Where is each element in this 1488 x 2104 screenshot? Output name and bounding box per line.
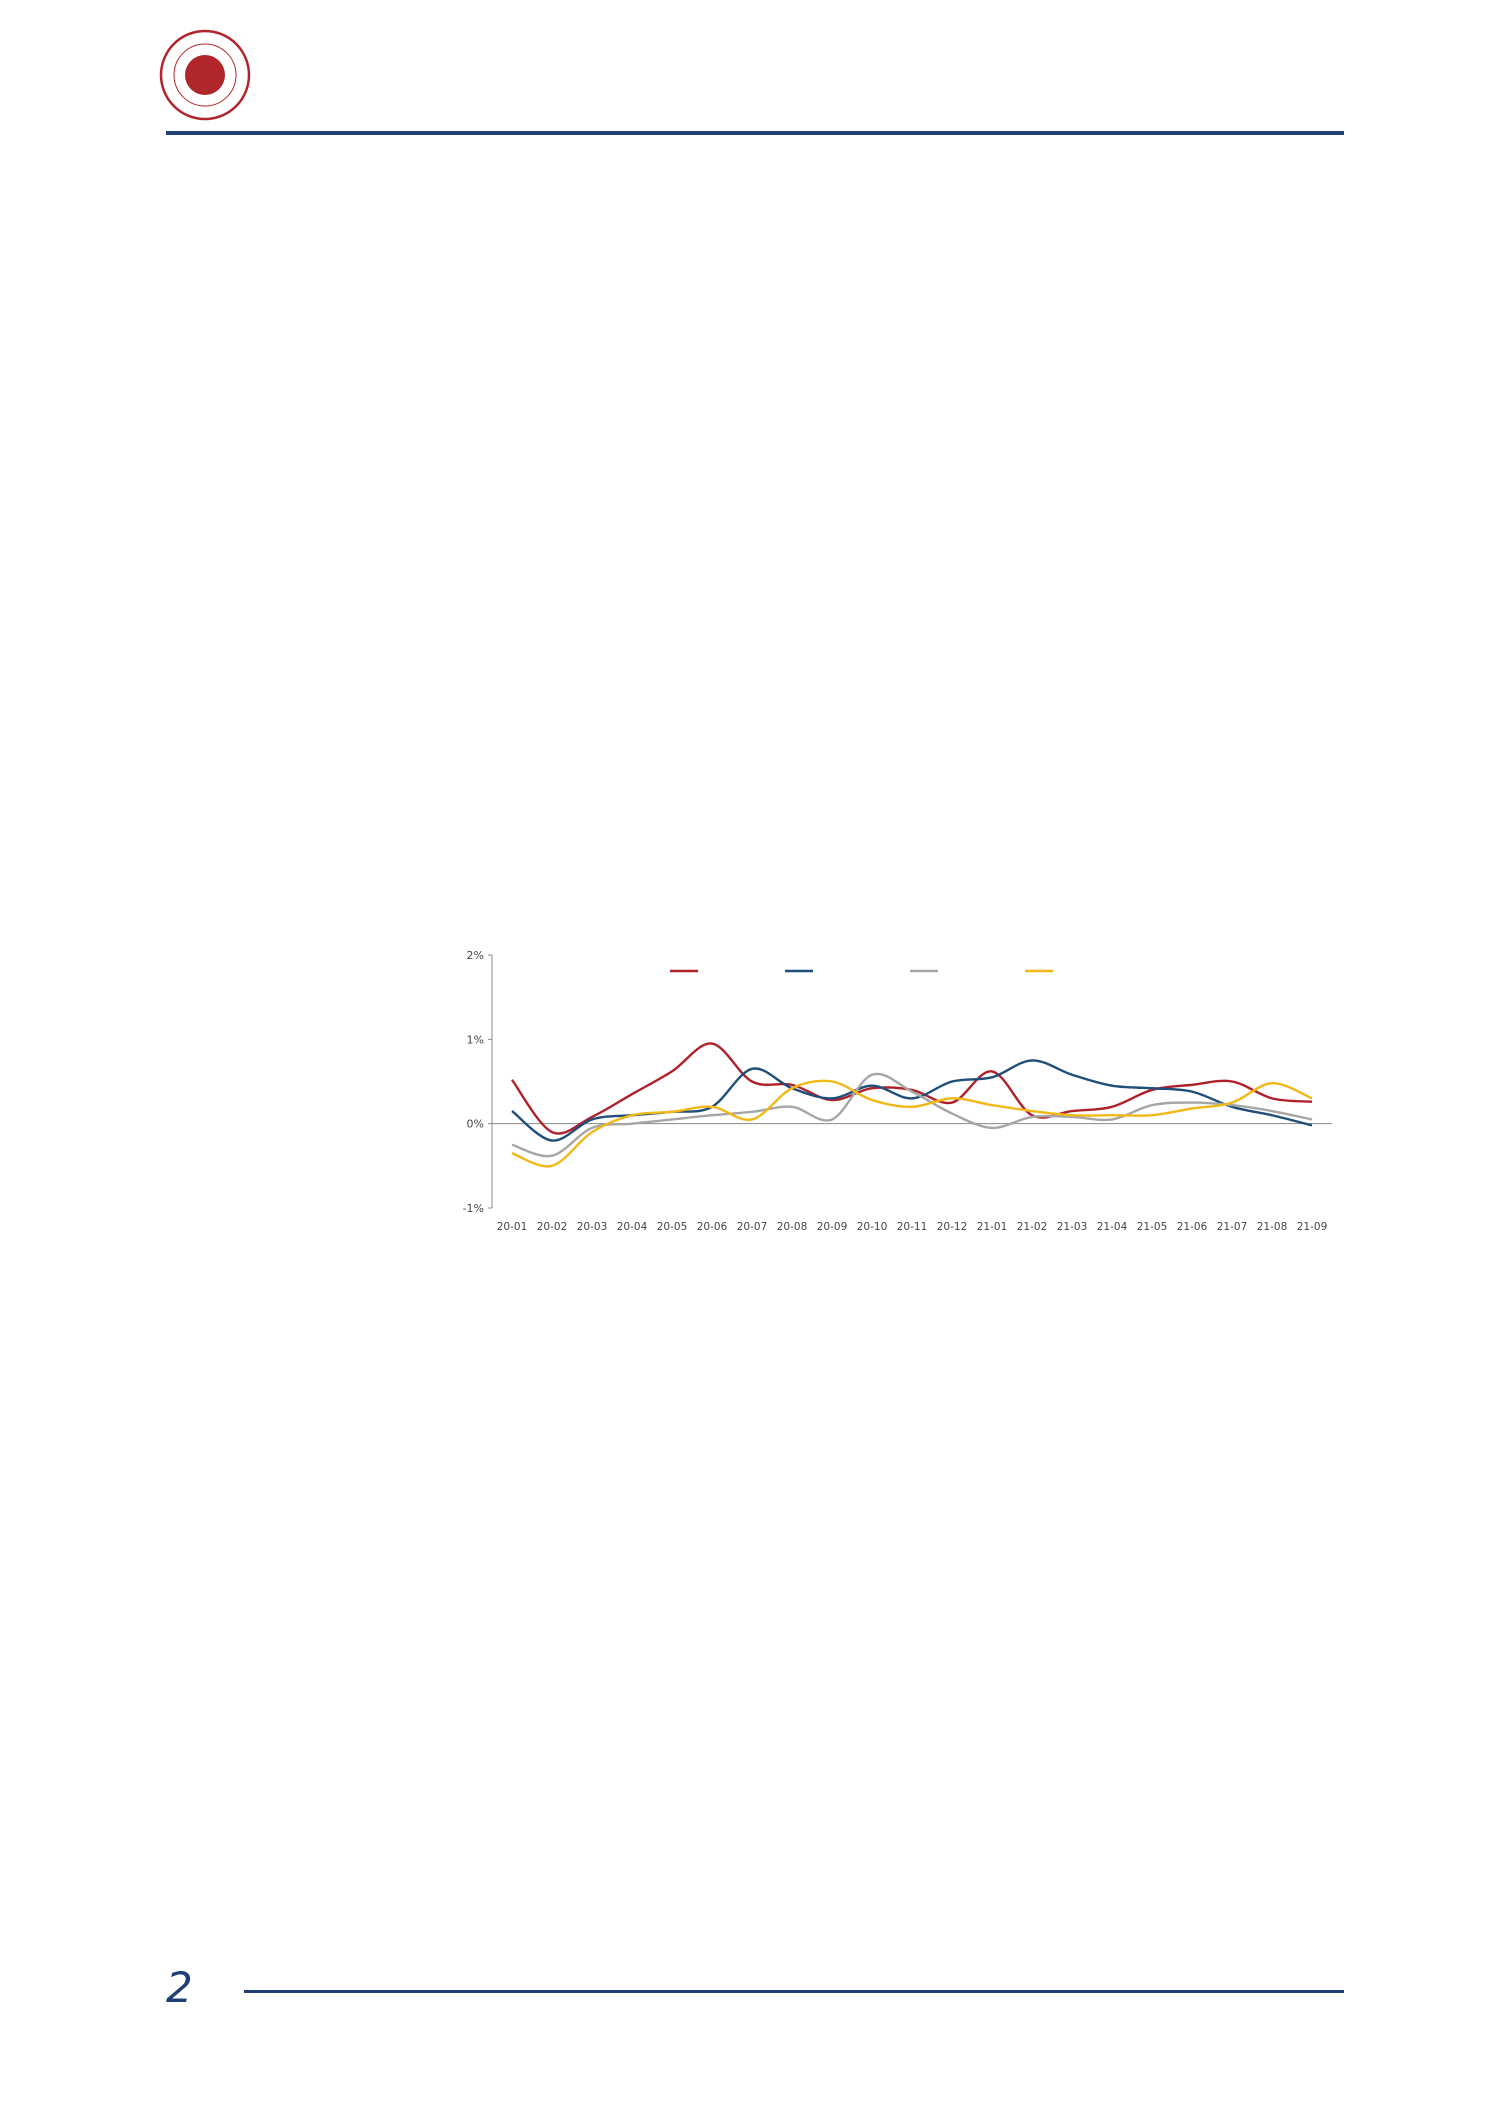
x-tick-label: 20-05 [656,1221,688,1233]
x-tick-label: 20-08 [776,1221,808,1233]
x-tick-label: 21-02 [1016,1221,1048,1233]
paragraph-tier-analysis [378,486,1340,545]
x-tick-label: 21-04 [1096,1221,1128,1233]
x-tick-label: 20-07 [736,1221,768,1233]
x-tick-label: 21-05 [1136,1221,1168,1233]
x-tick-label: 21-03 [1056,1221,1088,1233]
y-tick-label: -1% [462,1202,484,1215]
header-rule [166,131,1344,135]
academy-logo [158,28,252,122]
x-tick-label: 20-11 [896,1221,928,1233]
paragraph-second-hand [378,1793,1340,1852]
x-tick-label: 20-12 [936,1221,968,1233]
y-tick-label: 0% [466,1117,484,1131]
x-tick-label: 21-09 [1296,1221,1328,1233]
academy-logo-icon [158,28,252,122]
paragraph-yangtze [378,1462,1340,1521]
y-tick-label: 2% [466,949,484,962]
x-tick-label: 20-09 [816,1221,848,1233]
series-line [512,1043,1312,1133]
series-line [512,1060,1312,1140]
footer-rule [244,1990,1344,1993]
x-tick-label: 20-04 [616,1221,648,1233]
chart-svg [440,935,1340,1255]
x-tick-label: 21-08 [1256,1221,1288,1233]
paragraph-city-cluster [378,1326,1340,1385]
x-tick-label: 20-03 [576,1221,608,1233]
x-tick-label: 21-01 [976,1221,1008,1233]
page-number: 2 [166,1963,193,2012]
x-tick-label: 21-07 [1216,1221,1248,1233]
x-tick-label: 20-01 [496,1221,528,1233]
y-tick-label: 1% [466,1033,484,1047]
x-tick-label: 20-10 [856,1221,888,1233]
paragraph-pearl-river [378,1598,1340,1657]
x-tick-label: 21-06 [1176,1221,1208,1233]
chart [440,935,1340,1255]
x-tick-label: 20-06 [696,1221,728,1233]
x-tick-label: 20-02 [536,1221,568,1233]
